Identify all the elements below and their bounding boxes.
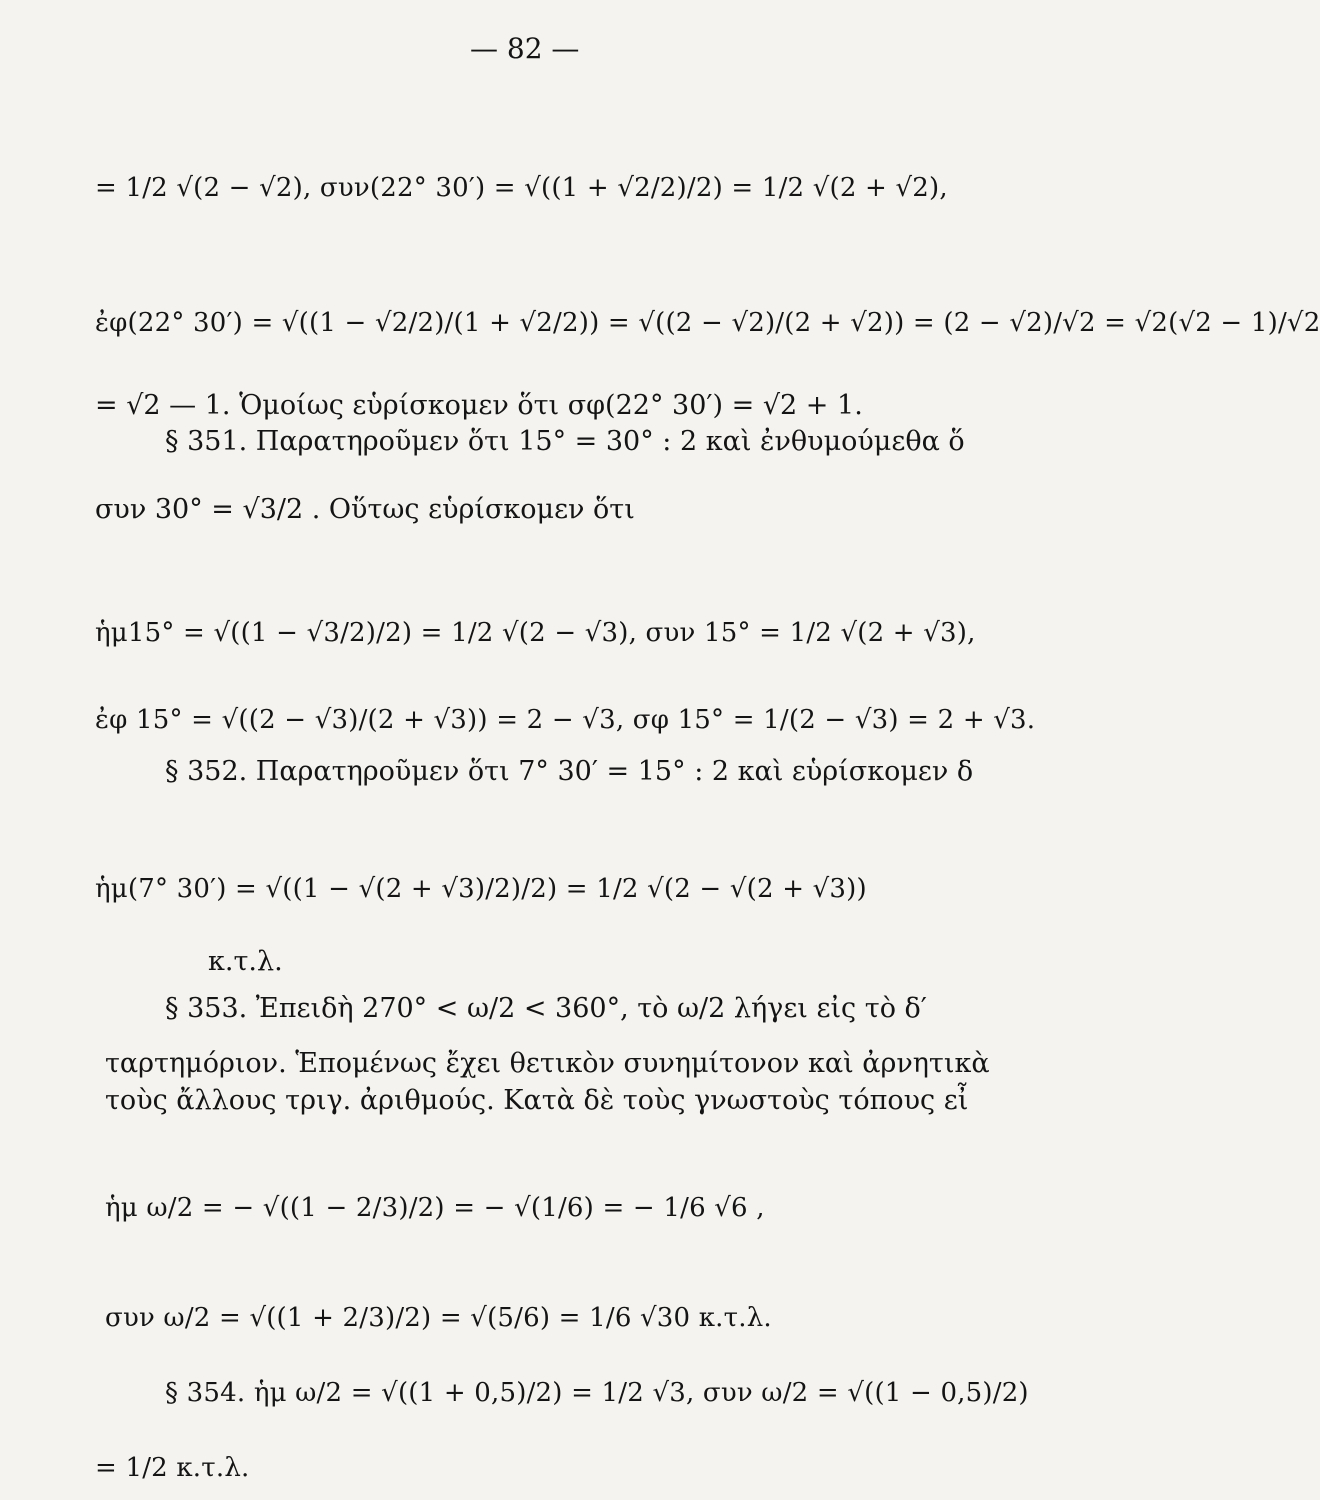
- text-line-3: = √2 — 1. Ὁμοίως εὑρίσκομεν ὅτι σφ(22° 30′) = √2 + 1.: [95, 390, 863, 421]
- formula-line-17: = 1/2 κ.τ.λ.: [95, 1453, 250, 1483]
- section-353-line: § 353. Ἐπειδὴ 270° < ω/2 < 360°, τὸ ω/2 λήγει εἰς τὸ δ′: [165, 993, 927, 1024]
- formula-line-9: ἡμ(7° 30′) = √((1 − √(2 + √3)/2)/2) = 1/2 √(2 − √(2 + √3)): [95, 874, 867, 904]
- formula-line-2: ἐφ(22° 30′) = √((1 − √2/2)/(1 + √2/2)) = √((2 − √2)/(2 + √2)) = (2 − √2)/√2 = √2(√2 − 1)/√2: [95, 308, 1320, 338]
- formula-line-15: συν ω/2 = √((1 + 2/3)/2) = √(5/6) = 1/6 √30 κ.τ.λ.: [105, 1303, 772, 1333]
- formula-line-1: = 1/2 √(2 − √2), συν(22° 30′) = √((1 + √2/2)/2) = 1/2 √(2 + √2),: [95, 173, 948, 203]
- section-352-line: § 352. Παρατηροῦμεν ὅτι 7° 30′ = 15° : 2 καὶ εὑρίσκομεν δ: [165, 756, 974, 787]
- text-line-5: συν 30° = √3/2 . Οὕτως εὑρίσκομεν ὅτι: [95, 494, 635, 525]
- formula-line-6: ἡμ15° = √((1 − √3/2)/2) = 1/2 √(2 − √3), συν 15° = 1/2 √(2 + √3),: [95, 618, 976, 648]
- formula-line-7: ἐφ 15° = √((2 − √3)/(2 + √3)) = 2 − √3, σφ 15° = 1/(2 − √3) = 2 + √3.: [95, 705, 1036, 735]
- page-number: — 82 —: [470, 32, 580, 65]
- section-351-line: § 351. Παρατηροῦμεν ὅτι 15° = 30° : 2 καὶ ἐνθυμούμεθα ὅ: [165, 426, 965, 457]
- formula-line-14: ἡμ ω/2 = − √((1 − 2/3)/2) = − √(1/6) = − 1/6 √6 ,: [105, 1193, 765, 1223]
- text-line-13: τοὺς ἄλλους τριγ. ἀριθμούς. Κατὰ δὲ τοὺς γνωστοὺς τόπους εἶ: [105, 1085, 969, 1116]
- ktl-1: κ.τ.λ.: [208, 946, 283, 977]
- section-354-formula: § 354. ἡμ ω/2 = √((1 + 0,5)/2) = 1/2 √3, συν ω/2 = √((1 − 0,5)/2): [165, 1378, 1029, 1408]
- text-line-12: ταρτημόριον. Ἑπομένως ἔχει θετικὸν συνημίτονον καὶ ἀρνητικὰ: [105, 1048, 990, 1079]
